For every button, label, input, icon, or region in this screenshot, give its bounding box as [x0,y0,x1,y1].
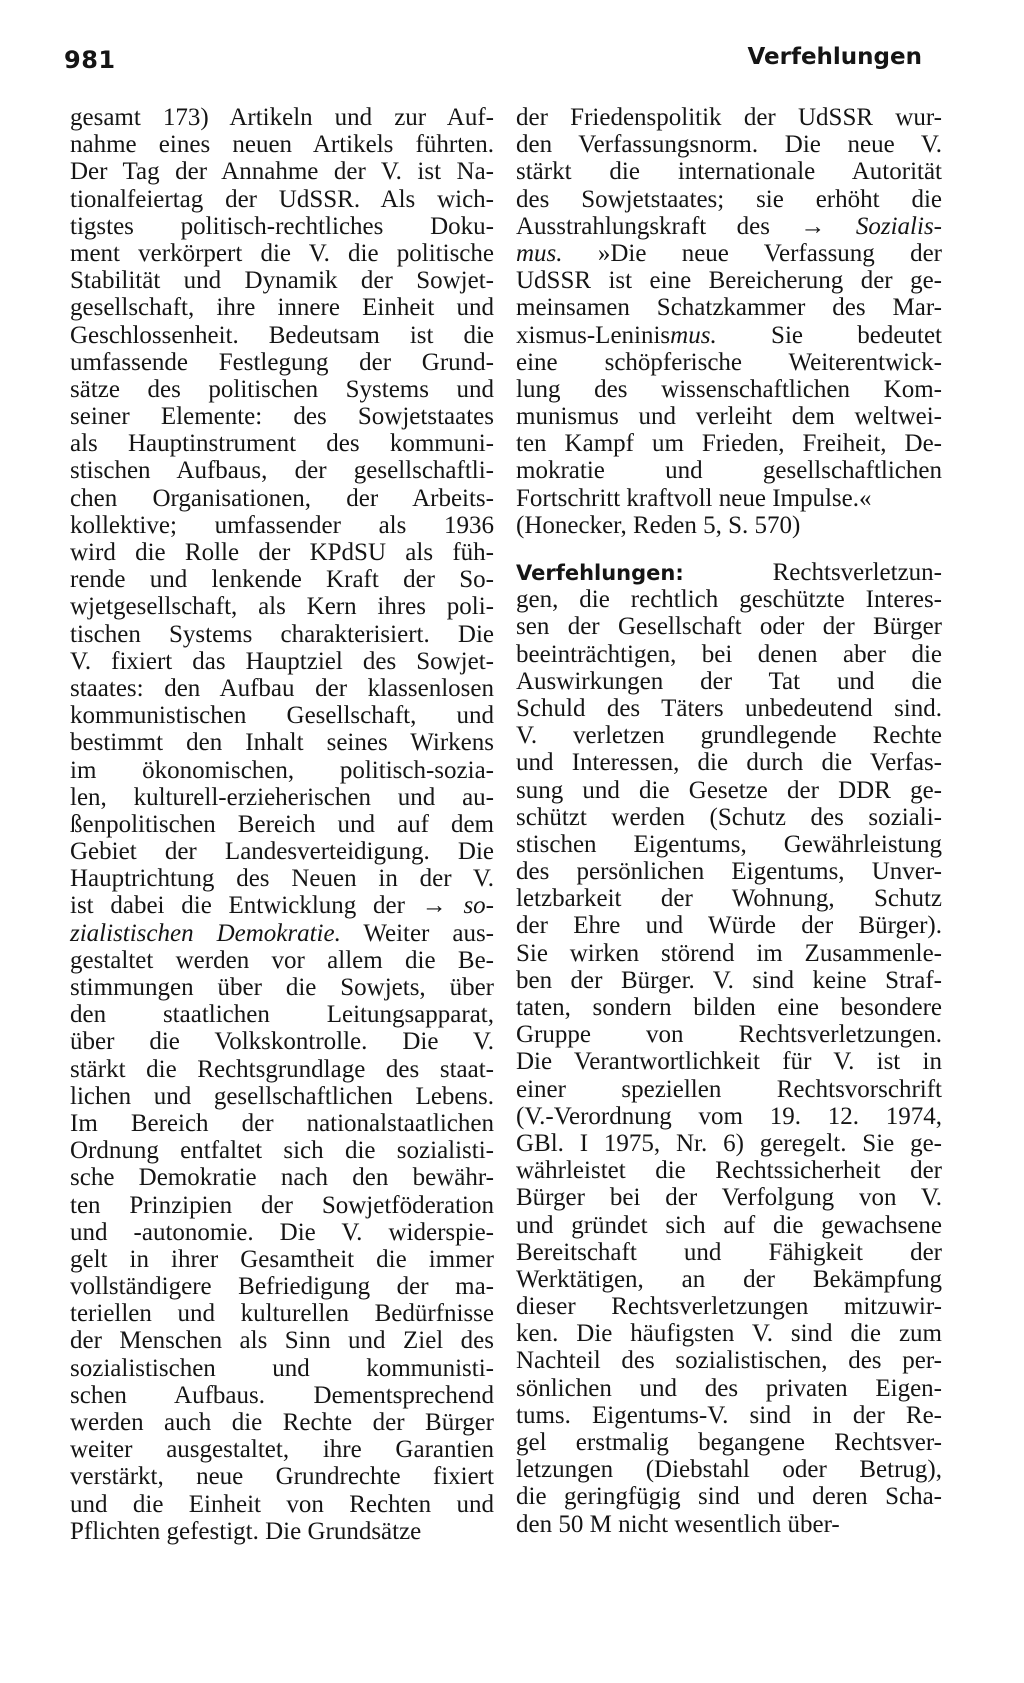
cross-reference: mus. [516,239,563,267]
text-line: sung und die Gesetze der DDR ge- [516,776,942,804]
text-line: Der Tag der Annahme der V. ist Na- [70,158,494,186]
text-line: stärkt die Rechtsgrundlage des staat- [70,1055,494,1083]
text-line: chen Organisationen, der Arbeits- [70,484,494,512]
text-line: Sie wirken störend im Zusammenle- [516,939,942,967]
text-line: und gründet sich auf die gewachsene [516,1211,942,1239]
text-line: gestaltet werden vor allem die Be- [70,946,494,974]
text-line: GBl. I 1975, Nr. 6) geregelt. Sie ge- [516,1129,942,1157]
text-line: (V.-Verordnung vom 19. 12. 1974, [516,1102,942,1130]
text-line: beeinträchtigen, bei denen aber die [516,640,942,668]
text-line: im ökonomischen, politisch-sozia- [70,756,494,784]
text-line: tischen Systems charakterisiert. Die [70,620,494,648]
text-line: Pflichten gefestigt. Die Grundsätze [70,1517,422,1545]
entry-keyword: Verfehlungen: [516,561,684,585]
text-line: weiter ausgestaltet, ihre Garantien [70,1436,494,1464]
text-line: gesellschaft, ihre innere Einheit und [70,294,494,322]
text-line: Hauptrichtung des Neuen in der V. [70,865,494,893]
text-line: kollektive; umfassender als 1936 [70,511,494,539]
text-line: sätze des politischen Systems und [70,375,494,403]
text-line: nahme eines neuen Artikels führten. [70,131,494,159]
entry-first-line [516,559,942,586]
text-line: Fortschritt kraftvoll neue Impulse.« [516,484,872,512]
text-line: und -autonomie. Die V. widerspie- [70,1218,494,1246]
text-line: wjetgesellschaft, als Kern ihres poli- [70,593,494,621]
text-line: sönlichen und des privaten Eigen- [516,1374,942,1402]
text-line: ten Prinzipien der Sowjetföderation [70,1191,494,1219]
cross-reference: so- [463,892,494,920]
text-line: rende und lenkende Kraft der So- [70,566,494,594]
text-line: vollständigere Befriedigung der ma- [70,1273,494,1301]
text-line: V. verletzen grundlegende Rechte [516,722,942,750]
text-line: dieser Rechtsverletzungen mitzuwir- [516,1293,942,1321]
text-line: stärkt die internationale Autorität [516,158,942,186]
text-line: ben der Bürger. V. sind keine Straf- [516,966,942,994]
text-line: verstärkt, neue Grundrechte fixiert [70,1463,494,1491]
text-line: lichen und gesellschaftlichen Lebens. [70,1082,494,1110]
text-line: des persönlichen Eigentums, Unver- [516,858,942,886]
text-line: der Friedenspolitik der UdSSR wur- [516,104,942,131]
text-line: werden auch die Rechte der Bürger [70,1409,494,1436]
text-line: gen, die rechtlich geschützte Interes- [516,586,942,614]
text-line: Geschlossenheit. Bedeutsam ist die [70,321,494,349]
text-line: staates: den Aufbau der klassenlosen [70,674,494,702]
text-line: ment verkörpert die V. die politische [70,239,494,267]
text-line: Werktätigen, an der Bekämpfung [516,1265,942,1293]
text-line: des Sowjetstaates; sie erhöht die [516,185,942,213]
text-line: munismus und verleiht dem weltwei- [516,403,942,431]
text-line: schützt werden (Schutz des soziali- [516,803,942,831]
text-line: den 50 M nicht wesentlich über- [516,1510,840,1538]
cross-reference: mus. [670,321,717,349]
text-line: kommunistischen Gesellschaft, und [70,702,494,730]
text-line: Gebiet der Landesverteidigung. Die [70,838,494,866]
text-line: ten Kampf um Frieden, Freiheit, De- [516,430,942,458]
text-line: tionalfeiertag der UdSSR. Als wich- [70,185,494,213]
text-line: letzungen (Diebstahl oder Betrug), [516,1456,942,1484]
text-line: Bereitschaft und Fähigkeit der [516,1238,942,1266]
text-line: der Ehre und Würde der Bürger). [516,912,942,940]
text-line: schen Aufbaus. Dementsprechend [70,1381,494,1409]
left-text-column [70,104,494,1545]
text-line: tigstes politisch-rechtliches Doku- [70,212,494,240]
text-line: ßenpolitischen Bereich und auf dem [70,810,494,838]
text-line: seiner Elemente: des Sowjetstaates [70,403,494,431]
text-line: letzbarkeit der Wohnung, Schutz [516,885,942,913]
text-line: bestimmt den Inhalt seines Wirkens [70,729,494,757]
right-text-column [516,104,942,1538]
text-line: und Interessen, die durch die Verfas- [516,749,942,777]
text-line: ist dabei die Entwicklung der → so- [70,892,494,920]
cross-reference: zialistischen Demokratie. [70,919,341,947]
entry-first-line-text: Rechtsverletzun- [772,559,942,586]
text-line: wird die Rolle der KPdSU als füh- [70,539,494,566]
text-line: den staatlichen Leitungsapparat, [70,1001,494,1029]
text-line: UdSSR ist eine Bereicherung der ge- [516,267,942,295]
page-number: 981 [64,46,116,74]
cross-reference: Sozialis- [855,212,942,240]
text-line: währleistet die Rechtssicherheit der [516,1157,942,1185]
running-head: Verfehlungen [747,44,922,70]
text-line: meinsamen Schatzkammer des Mar- [516,294,942,322]
text-line: teriellen und kulturellen Bedürfnisse [70,1300,494,1328]
text-line: eine schöpferische Weiterentwick- [516,348,942,376]
entry-body [516,586,942,1538]
text-line: xismus-Leninismus. Sie bedeutet [516,321,942,349]
text-line: Ausstrahlungskraft des → Sozialis- [516,212,942,240]
text-line: lung des wissenschaftlichen Kom- [516,375,942,403]
text-line: Bürger bei der Verfolgung von V. [516,1184,942,1212]
text-line: sozialistischen und kommunisti- [70,1354,494,1382]
text-line: ken. Die häufigsten V. sind die zum [516,1320,942,1348]
text-line: sche Demokratie nach den bewähr- [70,1164,494,1192]
text-line: Stabilität und Dynamik der Sowjet- [70,267,494,295]
text-line: über die Volkskontrolle. Die V. [70,1028,494,1056]
text-line: den Verfassungsnorm. Die neue V. [516,131,942,159]
text-line: len, kulturell-erzieherischen und au- [70,783,494,811]
right-column-continuation [516,104,942,539]
text-line: zialistischen Demokratie. Weiter aus- [70,919,494,947]
text-line: Nachteil des sozialistischen, des per- [516,1347,942,1375]
text-line: die geringfügig sind und deren Scha- [516,1483,942,1511]
text-line: stimmungen über die Sowjets, über [70,974,494,1001]
text-line: und die Einheit von Rechten und [70,1490,494,1518]
text-line: Gruppe von Rechtsverletzungen. [516,1021,942,1049]
text-line: als Hauptinstrument des kommuni- [70,430,494,458]
text-line: V. fixiert das Hauptziel des Sowjet- [70,647,494,675]
text-line: gesamt 173) Artikeln und zur Auf- [70,104,494,131]
text-line: stischen Eigentums, Gewährleistung [516,830,942,858]
text-line: umfassende Festlegung der Grund- [70,348,494,376]
text-line: (Honecker, Reden 5, S. 570) [516,511,801,539]
text-line: gel erstmalig begangene Rechtsver- [516,1429,942,1456]
text-line: mus. »Die neue Verfassung der [516,239,942,267]
text-line: Schuld des Täters unbedeutend sind. [516,694,942,722]
text-line: gelt in ihrer Gesamtheit die immer [70,1245,494,1273]
text-line: tums. Eigentums-V. sind in der Re- [516,1401,942,1429]
text-line: sen der Gesellschaft oder der Bürger [516,613,942,641]
text-line: Ordnung entfaltet sich die sozialisti- [70,1137,494,1165]
text-line: Im Bereich der nationalstaatlichen [70,1109,494,1137]
text-line: mokratie und gesellschaftlichen [516,457,942,485]
text-line: einer speziellen Rechtsvorschrift [516,1075,942,1103]
text-line: taten, sondern bilden eine besondere [516,994,942,1021]
text-line: Die Verantwortlichkeit für V. ist in [516,1048,942,1076]
text-line: stischen Aufbaus, der gesellschaftli- [70,457,494,485]
text-line: der Menschen als Sinn und Ziel des [70,1327,494,1355]
text-line: Auswirkungen der Tat und die [516,667,942,695]
